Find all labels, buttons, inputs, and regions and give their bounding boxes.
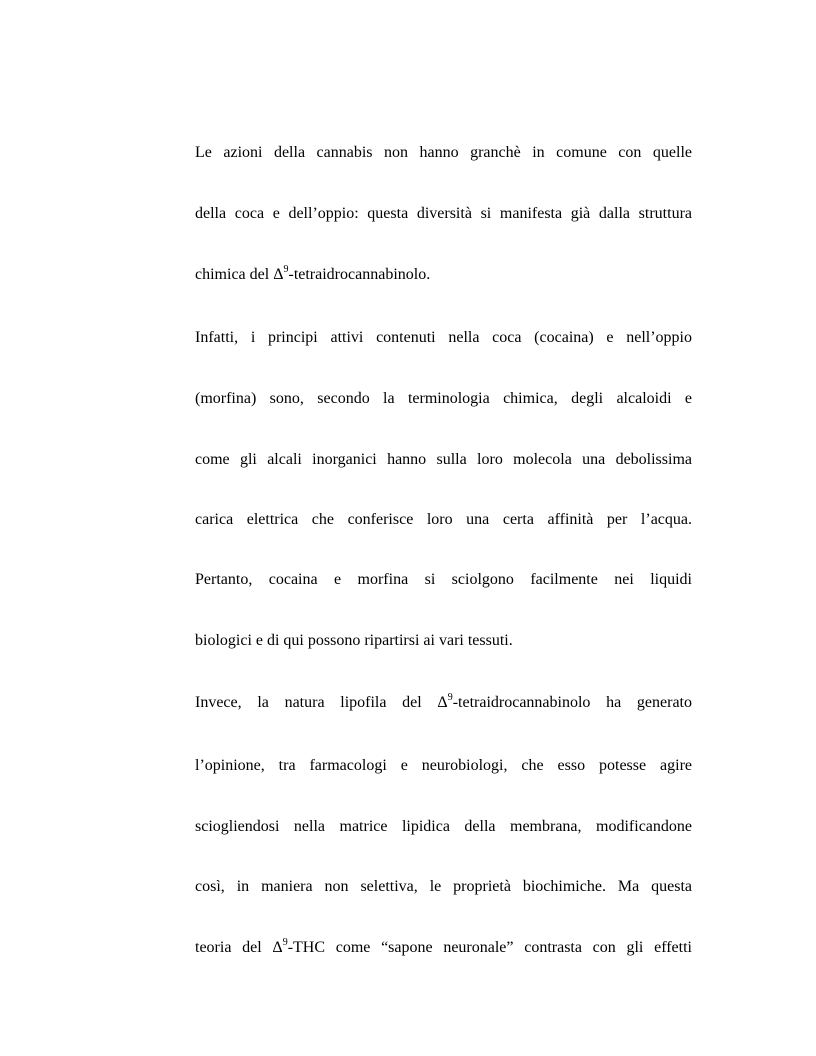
text-segment: Invece, la natura lipofila del Δ — [195, 694, 448, 711]
text-segment: -THC come “sapone neuronale” contrasta con gli effetti — [287, 939, 692, 956]
text-segment: chimica del Δ — [195, 266, 284, 283]
paragraph-3-line-2: l’opinione, tra farmacologi e neurobiologi, che esso potesse agire — [195, 757, 692, 774]
paragraph-3-line-3: sciogliendosi nella matrice lipidica della membrana, modificandone — [195, 818, 692, 835]
superscript: 9 — [283, 264, 289, 275]
paragraph-3-line-4: così, in maniera non selettiva, le proprietà biochimiche. Ma questa — [195, 878, 692, 895]
paragraph-1-line-1: Le azioni della cannabis non hanno granchè in comune con quelle — [195, 144, 692, 161]
paragraph-1-line-2: della coca e dell’oppio: questa diversità si manifesta già dalla struttura — [195, 205, 692, 222]
paragraph-2-line-4: carica elettrica che conferisce loro una certa affinità per l’acqua. — [195, 511, 692, 528]
paragraph-2-line-5: Pertanto, cocaina e morfina si sciolgono facilmente nei liquidi — [195, 571, 692, 588]
text-segment: -tetraidrocannabinolo. — [288, 266, 431, 283]
superscript: 9 — [447, 692, 453, 703]
paragraph-3-line-5 — [195, 938, 692, 958]
paragraph-3-line-1 — [195, 693, 692, 713]
paragraph-2-line-2: (morfina) sono, secondo la terminologia chimica, degli alcaloidi e — [195, 390, 692, 407]
paragraph-2-line-1: Infatti, i principi attivi contenuti nella coca (cocaina) e nell’oppio — [195, 329, 692, 346]
text-segment: -tetraidrocannabinolo ha generato — [452, 694, 692, 711]
text-segment: teoria del Δ — [195, 939, 283, 956]
paragraph-2-line-6: biologici e di qui possono ripartirsi ai vari tessuti. — [195, 632, 513, 649]
paragraph-1-line-3 — [195, 265, 692, 285]
paragraph-2-line-3: come gli alcali inorganici hanno sulla loro molecola una debolissima — [195, 451, 692, 468]
superscript: 9 — [282, 937, 288, 948]
